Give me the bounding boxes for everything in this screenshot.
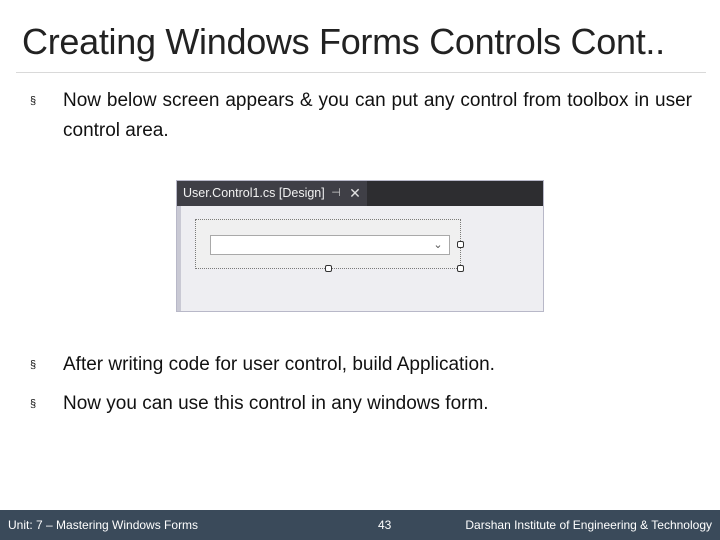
user-control-surface[interactable] [195, 219, 461, 269]
footer-institute: Darshan Institute of Engineering & Technology [465, 518, 712, 532]
bullet-text: Now you can use this control in any windows form. [63, 393, 489, 414]
bullet-item [30, 86, 692, 146]
designer-tab[interactable] [177, 181, 367, 206]
designer-left-edge [177, 206, 181, 311]
bullet-marker-icon: § [30, 398, 37, 410]
resize-handle-bottom-right[interactable] [457, 265, 464, 272]
bullet-text: After writing code for user control, build Application. [63, 354, 495, 375]
chevron-down-icon[interactable]: ⌄ [433, 239, 443, 251]
combobox-control[interactable] [210, 235, 450, 255]
slide-title: Creating Windows Forms Controls Cont.. [22, 21, 665, 62]
bullet-marker-icon: § [30, 95, 37, 107]
title-divider [16, 72, 706, 73]
bullet-item [30, 350, 692, 380]
resize-handle-right[interactable] [457, 241, 464, 248]
designer-tab-label: User.Control1.cs [Design] [183, 186, 325, 200]
close-icon[interactable]: ✕ [349, 185, 361, 201]
slide-footer [0, 510, 720, 540]
footer-page-number: 43 [378, 518, 392, 532]
resize-handle-bottom[interactable] [325, 265, 332, 272]
footer-unit: Unit: 7 – Mastering Windows Forms [8, 518, 199, 532]
bullet-item [30, 389, 692, 419]
bullet-marker-icon: § [30, 359, 37, 371]
designer-tabbar [177, 181, 543, 206]
designer-window [176, 180, 544, 312]
bullet-text: Now below screen appears & you can put any control from toolbox in user control area. [63, 90, 692, 141]
pin-icon[interactable]: ⊣ [331, 187, 341, 199]
